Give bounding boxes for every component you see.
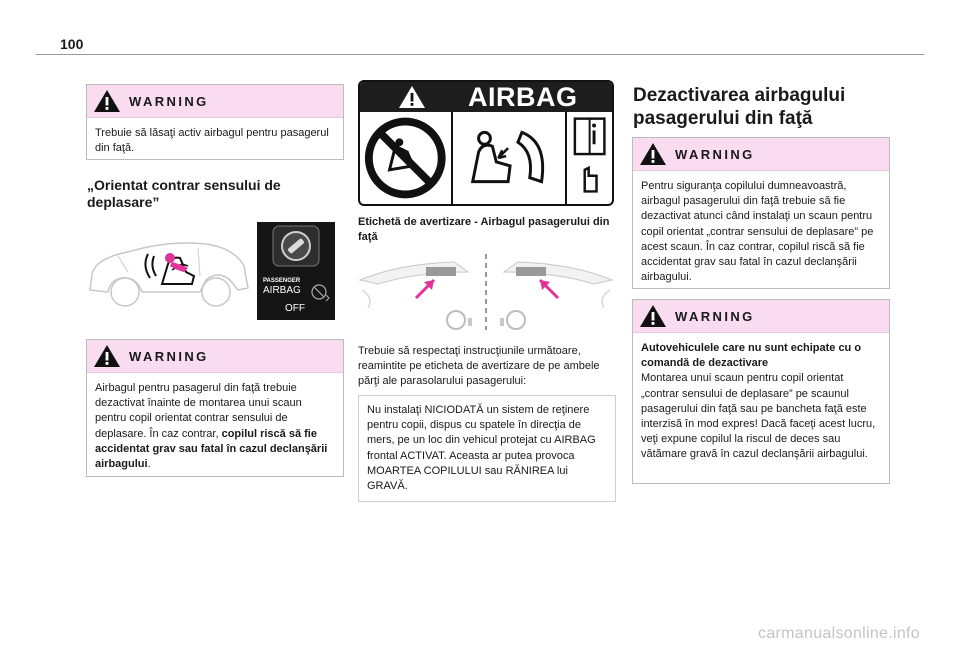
airbag-switch-knob <box>257 222 335 270</box>
warning-text-plain: Airbagul pentru pasagerul din faţă trebuie dezactivat înainte de montarea unui scaun pentru copil orientat contrar sensului de deplasare. În caz contrar, <box>95 382 302 440</box>
warning-box-child-safety <box>632 137 890 289</box>
warning-title: WARNING <box>675 146 755 162</box>
read-manual-icon <box>567 112 612 204</box>
no-child-seat-icon <box>360 112 453 204</box>
footer-watermark: carmanualsonline.info <box>758 625 920 642</box>
warning-box-deactivate <box>86 339 344 477</box>
warning-triangle-icon <box>639 142 667 166</box>
warning-box-keep-active <box>86 84 344 160</box>
warning-body-text: Montarea unui scaun pentru copil orientat „contrar sensului de deplasare” pe scaunul pasagerului din faţă sau pe bancheta faţă este interzisă în mod expres! Dacă faceţi acest lucru, veţi expune copilul la riscul de deces sau vătămare gravă în cazul declanşării airbagului. <box>641 372 876 461</box>
label-caption: Etichetă de avertizare - Airbagul pasagerului din faţă <box>358 216 610 243</box>
airbag-deploy-icon <box>453 112 567 204</box>
instructions-paragraph: Trebuie să respectaţi instrucţiunile următoare, reamintite pe eticheta de avertizare de pe ambele părţi ale parasolarului pasagerului: <box>358 345 600 388</box>
warning-header <box>87 340 343 373</box>
warning-text: Trebuie să lăsaţi activ airbagul pentru pasagerul din faţă. <box>95 127 329 155</box>
page-number: 100 <box>60 36 84 52</box>
warning-bold-heading: Autovehiculele care nu sunt echipate cu o comandă de dezactivare <box>641 342 862 370</box>
warning-box-no-switch <box>632 299 890 484</box>
switch-off-label: OFF <box>285 303 305 314</box>
warning-text-end: . <box>147 458 151 471</box>
deactivation-heading: Dezactivarea airbagului pasagerului din faţă <box>633 85 846 129</box>
switch-passenger-label: PASSENGER <box>263 278 301 284</box>
label-warning-text-box: Nu instalaţi NICIODATĂ un sistem de reţinere pentru copii, dispus cu spatele în direcţia de mers, pe un loc din vehicul protejat cu AIRBAG frontal ACTIVAT. Aceasta ar putea provoca MOARTEA COPILULUI sau RĂNIREA lui GRAVĂ. <box>358 395 616 502</box>
warning-header <box>87 85 343 118</box>
warning-text-bold: copilul riscă să fie accidentat grav sau fatal în cazul declanşării airbagului <box>95 427 328 471</box>
label-airbag-word: AIRBAG <box>468 82 578 112</box>
rear-facing-heading: „Orientat contrar sensului de deplasare” <box>87 177 281 210</box>
warning-triangle-icon <box>93 89 121 113</box>
car-rear-facing-seat-illustration <box>88 236 252 310</box>
child-seat-crossed-icon <box>309 282 331 302</box>
label-top-band <box>360 82 612 112</box>
warning-text <box>87 373 343 480</box>
top-divider <box>36 54 924 55</box>
warning-header <box>633 138 889 171</box>
warning-triangle-icon <box>639 304 667 328</box>
warning-text: Pentru siguranţa copilului dumneavoastră, airbagul pasagerului din faţă trebuie să fie dezactivat atunci când instalaţi un scaun pentru copil orientat „contrar sensului de deplasare” pe acest scaun. În caz contrar, copilul riscă să fie accidentat grav sau fatal în cazul declanşării airbagului. <box>641 180 874 284</box>
sun-visor-label-diagram <box>358 250 614 334</box>
warning-triangle-icon <box>93 344 121 368</box>
warning-header <box>633 300 889 333</box>
warning-title: WARNING <box>129 348 209 364</box>
warning-triangle-icon <box>398 85 426 109</box>
airbag-switch-panel <box>257 222 335 320</box>
warning-text <box>633 333 889 471</box>
warning-title: WARNING <box>129 93 209 109</box>
switch-airbag-label: AIRBAG <box>263 285 301 296</box>
airbag-warning-label <box>358 80 614 206</box>
warning-title: WARNING <box>675 308 755 324</box>
